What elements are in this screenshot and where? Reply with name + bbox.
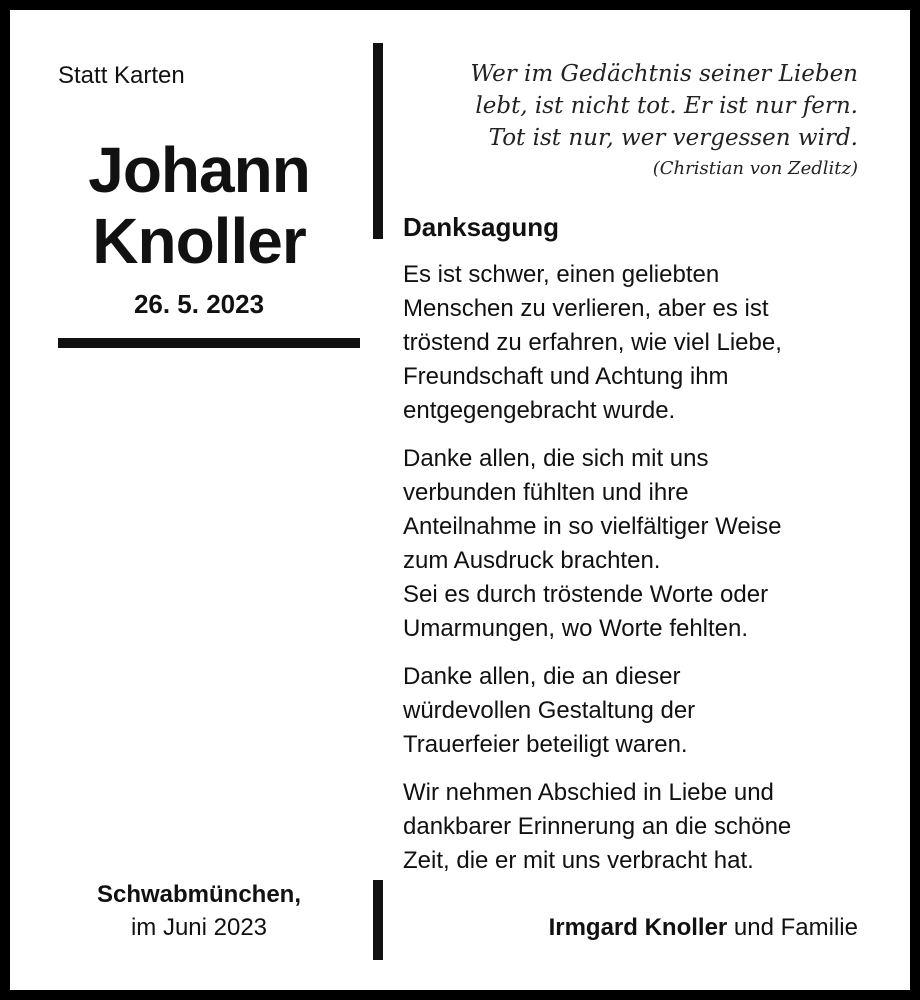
place-and-date xyxy=(58,878,340,944)
month-year: im Juni 2023 xyxy=(130,914,268,941)
thanks-paragraph xyxy=(403,258,863,428)
memorial-quote xyxy=(418,58,858,184)
text-line: verbunden fühlten und ihre xyxy=(403,479,689,506)
intro-text: Statt Karten xyxy=(58,62,185,89)
horizontal-divider xyxy=(58,338,360,348)
quote-line: lebt, ist nicht tot. Er ist nur fern. xyxy=(475,93,858,119)
text-line: Umarmungen, wo Worte fehlten. xyxy=(403,615,749,642)
text-line: entgegengebracht wurde. xyxy=(403,397,676,424)
text-line: tröstend zu erfahren, wie viel Liebe, xyxy=(403,329,782,356)
signer-name: Irmgard Knoller xyxy=(548,914,728,941)
text-line: zum Ausdruck brachten. xyxy=(403,547,661,574)
deceased-first-name: Johann xyxy=(88,134,310,206)
text-line: Danke allen, die an dieser xyxy=(403,663,681,690)
text-line: Zeit, die er mit uns verbracht hat. xyxy=(403,847,754,874)
text-line: Sei es durch tröstende Worte oder xyxy=(403,581,769,608)
quote-line: Tot ist nur, wer vergessen wird. xyxy=(488,125,858,151)
text-line: Wir nehmen Abschied in Liebe und xyxy=(403,779,774,806)
text-line: dankbarer Erinnerung an die schöne xyxy=(403,813,792,840)
text-line: Anteilnahme in so vielfältiger Weise xyxy=(403,513,782,540)
signer-family: und Familie xyxy=(727,914,858,941)
thanks-paragraph xyxy=(403,442,863,646)
vertical-divider-bottom xyxy=(373,880,383,960)
thanks-heading: Danksagung xyxy=(403,212,560,242)
signature xyxy=(549,914,858,942)
vertical-divider-top xyxy=(373,43,383,239)
text-line: Menschen zu verlieren, aber es ist xyxy=(403,295,769,322)
thanks-paragraph xyxy=(403,776,863,878)
deceased-last-name: Knoller xyxy=(92,205,306,277)
quote-line: Wer im Gedächtnis seiner Lieben xyxy=(470,61,858,87)
quote-author: (Christian von Zedlitz) xyxy=(652,158,858,179)
text-line: Es ist schwer, einen geliebten xyxy=(403,261,720,288)
date-of-death: 26. 5. 2023 xyxy=(133,289,265,319)
city-name: Schwabmünchen, xyxy=(96,881,302,908)
text-line: würdevollen Gestaltung der xyxy=(403,697,696,724)
text-line: Danke allen, die sich mit uns xyxy=(403,445,709,472)
text-line: Trauerfeier beteiligt waren. xyxy=(403,731,688,758)
thanks-paragraph xyxy=(403,660,863,762)
thanks-body xyxy=(403,258,863,892)
text-line: Freundschaft und Achtung ihm xyxy=(403,363,729,390)
